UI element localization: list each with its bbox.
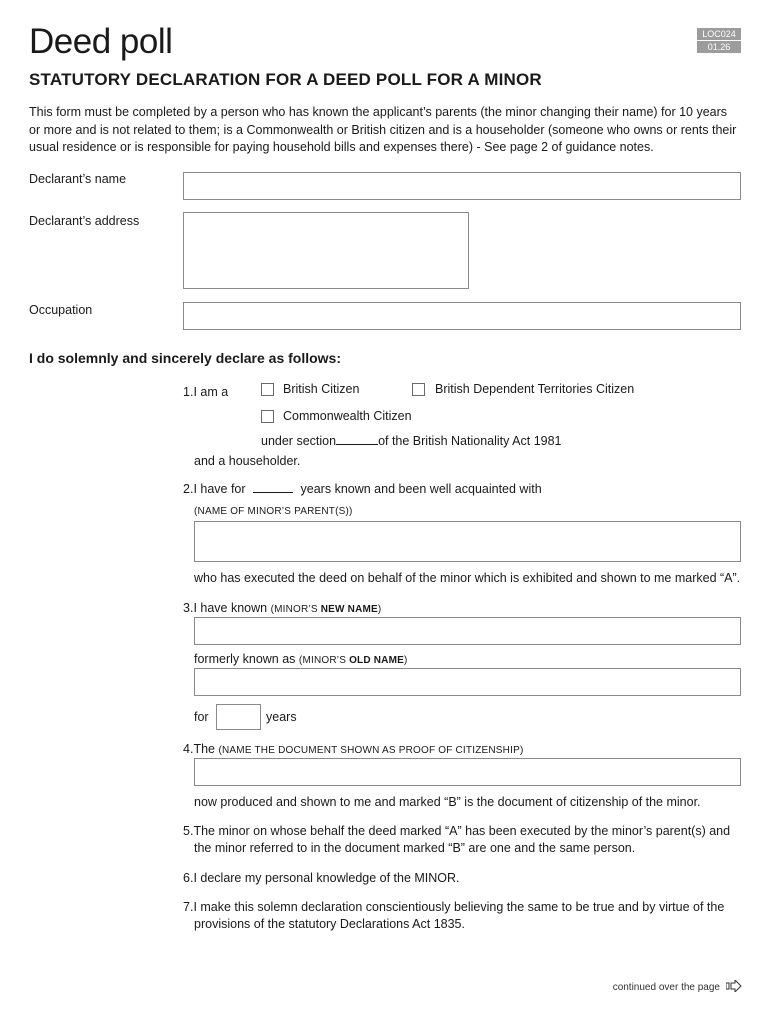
declarant-address-label: Declarant’s address bbox=[29, 214, 140, 228]
item-7-line1: 7.I make this solemn declaration conscientiously believing the same to be true and by virtue of the bbox=[183, 900, 725, 914]
commonwealth-citizen-checkbox[interactable] bbox=[261, 410, 274, 423]
item-3-line: 3.I have known (MINOR’S NEW NAME) bbox=[183, 601, 382, 615]
item-5-line1: 5.The minor on whose behalf the deed marked “A” has been executed by the minor’s parent(s) and bbox=[183, 824, 731, 838]
arrow-right-icon bbox=[726, 980, 742, 995]
item-2-after: who has executed the deed on behalf of the minor which is exhibited and shown to me marked “A”. bbox=[194, 571, 741, 585]
minor-new-name-field[interactable] bbox=[194, 617, 741, 645]
declarant-name-label: Declarant’s name bbox=[29, 172, 127, 186]
declarant-address-field[interactable] bbox=[183, 212, 469, 289]
minor-old-name-field[interactable] bbox=[194, 668, 741, 696]
occupation-field[interactable] bbox=[183, 302, 741, 330]
formerly-known-line: formerly known as (MINOR’S OLD NAME) bbox=[194, 652, 408, 666]
bdtc-label: British Dependent Territories Citizen bbox=[435, 382, 635, 396]
continued-note bbox=[613, 980, 742, 995]
item-5-line2: the minor referred to in the document marked “B” are one and the same person. bbox=[194, 841, 636, 855]
item-2-line: 2.I have for years known and been well acquainted with bbox=[183, 482, 542, 496]
british-citizen-checkbox[interactable] bbox=[261, 383, 274, 396]
years-label: years bbox=[266, 710, 297, 724]
for-label: for bbox=[194, 710, 209, 724]
section-blank[interactable] bbox=[336, 434, 378, 445]
declarant-name-field[interactable] bbox=[183, 172, 741, 200]
citizenship-document-field[interactable] bbox=[194, 758, 741, 786]
item-7-line2: provisions of the statutory Declarations Act 1835. bbox=[194, 917, 465, 931]
intro-text: This form must be completed by a person who has known the applicant’s parents (the minor changing their name) for 10 years or more and is not related to them; is a Commonwealth or British citizen and is a householder (someone who owns or rents their usual residence or is responsible for paying household bills and expenses there) - See page 2 of guidance notes. bbox=[29, 105, 737, 154]
years-field[interactable] bbox=[216, 704, 261, 730]
item-1-prefix: 1.I am a bbox=[183, 385, 229, 399]
continued-text: continued over the page bbox=[612, 982, 720, 993]
form-code-badge bbox=[697, 28, 741, 53]
bdtc-checkbox[interactable] bbox=[412, 383, 425, 396]
occupation-label: Occupation bbox=[29, 303, 93, 317]
householder-text: and a householder. bbox=[194, 454, 301, 468]
minor-parents-field[interactable] bbox=[194, 521, 741, 562]
page-title: Deed poll bbox=[29, 22, 173, 61]
form-date: 01.26 bbox=[707, 42, 731, 52]
item-4-line: 4.The (NAME THE DOCUMENT SHOWN AS PROOF OF CITIZENSHIP) bbox=[183, 742, 524, 756]
years-known-blank[interactable] bbox=[253, 482, 293, 493]
form-code: LOC024 bbox=[697, 28, 741, 41]
british-citizen-label: British Citizen bbox=[283, 382, 360, 396]
item-6-line: 6.I declare my personal knowledge of the MINOR. bbox=[183, 871, 460, 885]
item-4-after: now produced and shown to me and marked “B” is the document of citizenship of the minor. bbox=[194, 795, 701, 809]
declaration-heading: I do solemnly and sincerely declare as follows: bbox=[29, 350, 341, 366]
under-section-line: under section of the British Nationality Act 1981 bbox=[261, 434, 562, 448]
minor-parents-caption: (NAME OF MINOR’S PARENT(S)) bbox=[194, 506, 353, 517]
form-subtitle: STATUTORY DECLARATION FOR A DEED POLL FOR A MINOR bbox=[29, 70, 542, 89]
commonwealth-citizen-label: Commonwealth Citizen bbox=[283, 409, 412, 423]
